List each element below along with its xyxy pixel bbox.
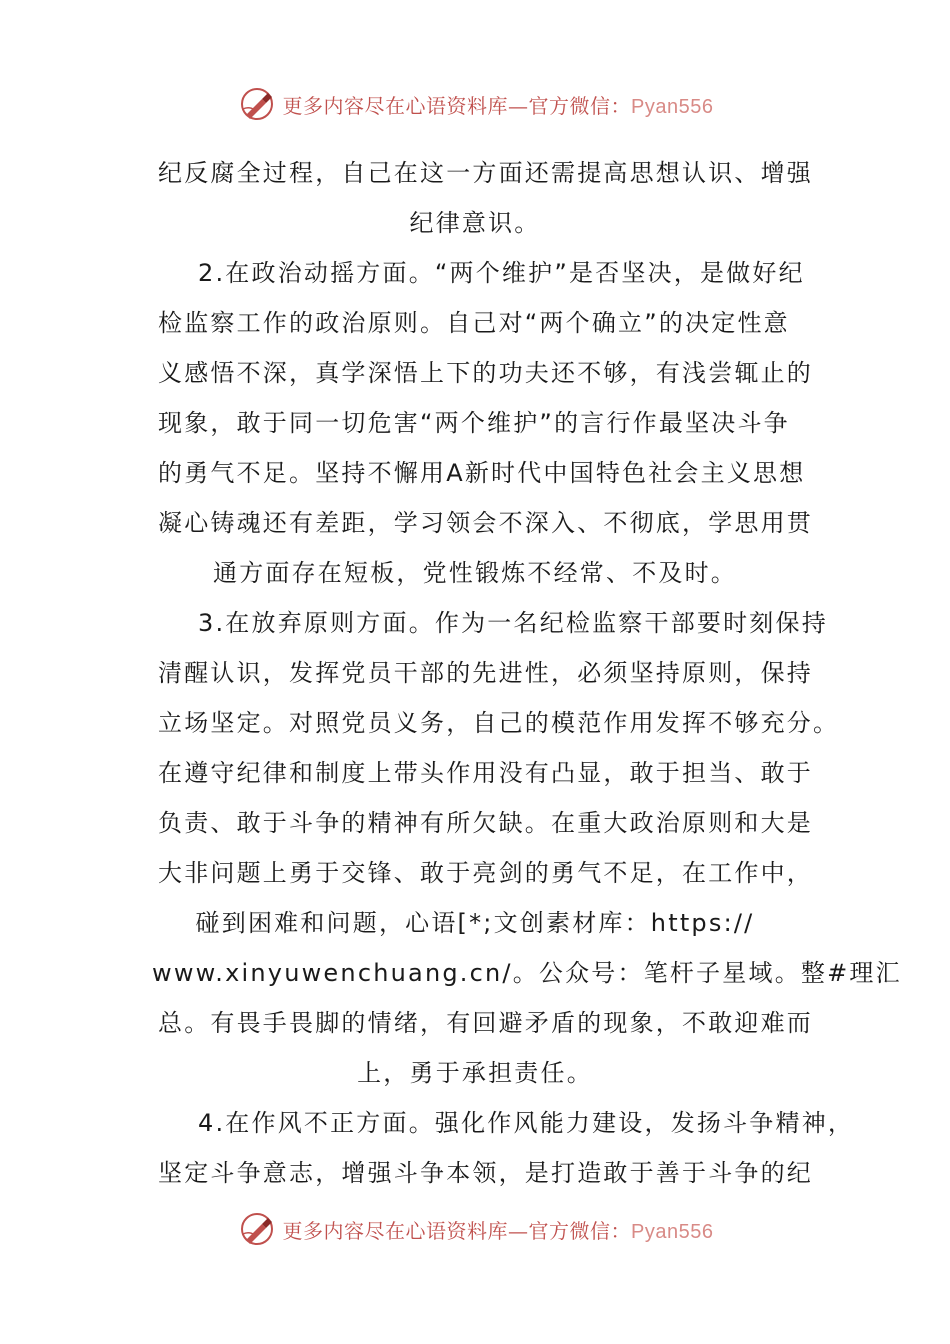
text-line: 4.在作风不正方面。强化作风能力建设，发扬斗争精神， (198, 1109, 855, 1137)
banner-text: 更多内容尽在心语资料库—官方微信：Pyan556 (282, 1218, 714, 1243)
footer-banner (0, 1207, 950, 1251)
text-line: 纪律意识。 (409, 209, 541, 237)
text-line: 2.在政治动摇方面。“两个维护”是否坚决，是做好纪 (198, 259, 805, 287)
banner-text: 更多内容尽在心语资料库—官方微信：Pyan556 (282, 93, 714, 118)
text-line: 总。有畏手畏脚的情绪，有回避矛盾的现象，不敢迎难而 (158, 1009, 813, 1037)
text-line: 检监察工作的政治原则。自己对“两个确立”的决定性意 (158, 309, 790, 337)
text-line: 清醒认识，发挥党员干部的先进性，必须坚持原则，保持 (158, 659, 813, 687)
text-line: 3.在放弃原则方面。作为一名纪检监察干部要时刻保持 (198, 609, 828, 637)
header-banner (0, 82, 950, 126)
pen-logo-icon (237, 84, 277, 124)
text-line: 在遵守纪律和制度上带头作用没有凸显，敢于担当、敢于 (158, 759, 813, 787)
text-line: 上，勇于承担责任。 (357, 1059, 593, 1087)
text-line: 碰到困难和问题，心语[*;文创素材库：https:// (195, 909, 755, 937)
text-line: 凝心铸魂还有差距，学习领会不深入、不彻底，学思用贯 (158, 509, 813, 537)
text-line: 坚定斗争意志，增强斗争本领，是打造敢于善于斗争的纪 (158, 1159, 813, 1187)
text-line: 立场坚定。对照党员义务，自己的模范作用发挥不够充分。 (158, 709, 840, 737)
text-line: 通方面存在短板，党性锻炼不经常、不及时。 (213, 559, 737, 587)
text-line: 现象，敢于同一切危害“两个维护”的言行作最坚决斗争 (158, 409, 790, 437)
text-line: 的勇气不足。坚持不懈用A新时代中国特色社会主义思想 (158, 459, 806, 487)
text-line: www.xinyuwenchuang.cn/。公众号：笔杆子星域。整#理汇 (152, 959, 902, 987)
banner-account: Pyan556 (631, 95, 714, 118)
text-line: 义感悟不深，真学深悟上下的功夫还不够，有浅尝辄止的 (158, 359, 813, 387)
text-line: 大非问题上勇于交锋、敢于亮剑的勇气不足，在工作中， (158, 859, 813, 887)
pen-logo-icon (237, 1209, 277, 1249)
banner-account: Pyan556 (631, 1220, 714, 1243)
text-line: 负责、敢于斗争的精神有所欠缺。在重大政治原则和大是 (158, 809, 813, 837)
text-line: 纪反腐全过程，自己在这一方面还需提高思想认识、增强 (158, 159, 813, 187)
